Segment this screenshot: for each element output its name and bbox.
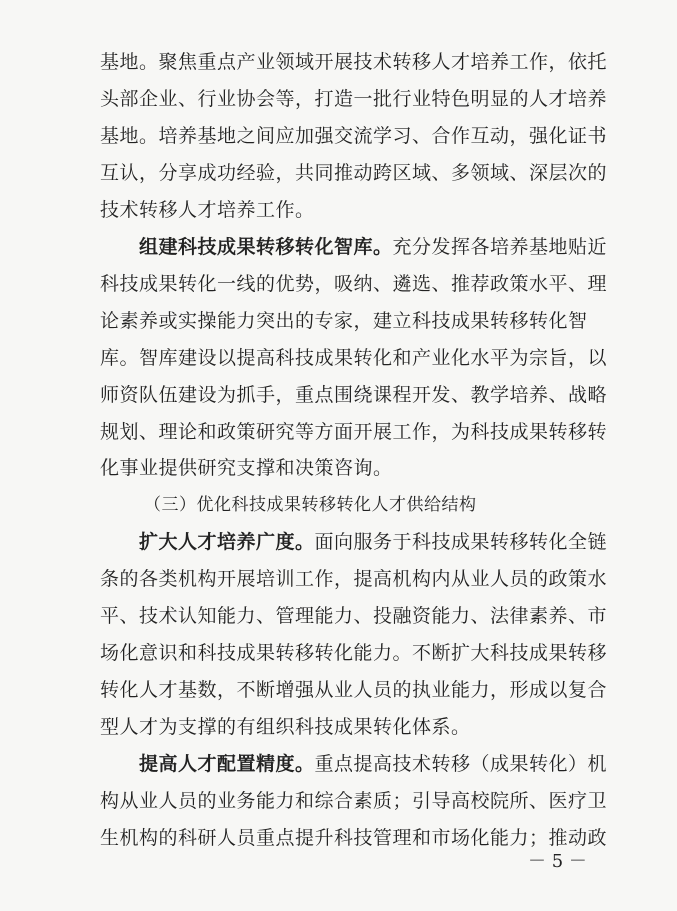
paragraph-line: 库。智库建设以提高科技成果转化和产业化水平为宗旨，以 bbox=[100, 347, 608, 369]
paragraph-first-line bbox=[139, 235, 608, 259]
section-heading: （三）优化科技成果转移转化人才供给结构 bbox=[144, 495, 477, 515]
paragraph-line: 场化意识和科技成果转移转化能力。不断扩大科技成果转移 bbox=[100, 642, 608, 664]
paragraph-line: 化事业提供研究支撑和决策咨询。 bbox=[100, 457, 393, 479]
paragraph-line: 基地。聚焦重点产业领域开展技术转移人才培养工作，依托 bbox=[100, 51, 608, 73]
paragraph-line: 互认，分享成功经验，共同推动跨区域、多领域、深层次的 bbox=[100, 162, 608, 184]
lead-rest: 面向服务于科技成果转移转化全链 bbox=[314, 531, 608, 553]
paragraph-line: 条的各类机构开展培训工作，提高机构内从业人员的政策水 bbox=[100, 568, 608, 590]
paragraph-line: 型人才为支撑的有组织科技成果转化体系。 bbox=[100, 716, 471, 738]
paragraph-line: 技术转移人才培养工作。 bbox=[100, 199, 315, 221]
paragraph-line: 头部企业、行业协会等，打造一批行业特色明显的人才培养 bbox=[100, 88, 608, 110]
paragraph-line: 平、技术认知能力、管理能力、投融资能力、法律素养、市 bbox=[100, 605, 608, 627]
paragraph-line: 构从业人员的业务能力和综合素质；引导高校院所、医疗卫 bbox=[100, 790, 608, 812]
bold-lead: 扩大人才培养广度。 bbox=[139, 531, 315, 553]
lead-rest: 重点提高技术转移（成果转化）机 bbox=[314, 753, 608, 775]
page-number: － 5 － bbox=[528, 851, 587, 872]
bold-lead: 组建科技成果转移转化智库。 bbox=[139, 236, 393, 258]
paragraph-line: 师资队伍建设为抓手，重点围绕课程开发、教学培养、战略 bbox=[100, 384, 608, 406]
paragraph-first-line bbox=[139, 752, 608, 776]
paragraph-first-line bbox=[139, 530, 608, 554]
paragraph-line: 规划、理论和政策研究等方面开展工作，为科技成果转移转 bbox=[100, 421, 608, 443]
paragraph-line: 生机构的科研人员重点提升科技管理和市场化能力；推动政 bbox=[100, 827, 608, 849]
paragraph-line: 转化人才基数，不断增强从业人员的执业能力，形成以复合 bbox=[100, 679, 608, 701]
paragraph-line: 论素养或实操能力突出的专家，建立科技成果转移转化智 bbox=[100, 310, 588, 332]
lead-rest: 充分发挥各培养基地贴近 bbox=[392, 236, 608, 258]
paragraph-line: 科技成果转化一线的优势，吸纳、遴选、推荐政策水平、理 bbox=[100, 273, 608, 295]
paragraph-line: 基地。培养基地之间应加强交流学习、合作互动，强化证书 bbox=[100, 125, 608, 147]
bold-lead: 提高人才配置精度。 bbox=[139, 753, 315, 775]
